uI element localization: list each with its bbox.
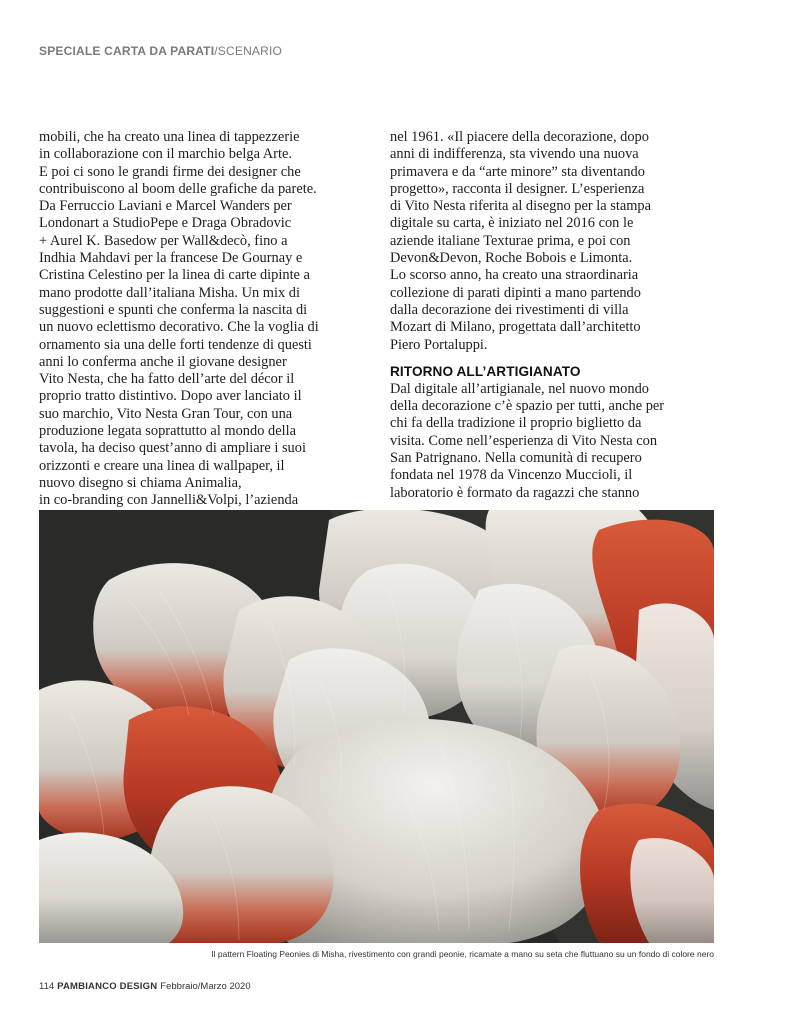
body-line: Lo scorso anno, ha creato una straordinaria bbox=[390, 267, 639, 284]
body-line: E poi ci sono le grandi firme dei designer che bbox=[39, 163, 301, 180]
peony-photo bbox=[39, 510, 714, 943]
header-subsection: SCENARIO bbox=[217, 44, 283, 58]
peony-illustration bbox=[39, 510, 714, 943]
photo-caption: Il pattern Floating Peonies di Misha, rivestimento con grandi peonie, ricamate a mano su seta che fluttuano su un fondo di colore nero bbox=[211, 949, 714, 959]
body-line: laboratorio è formato da ragazzi che stanno bbox=[390, 484, 640, 501]
header-separator: / bbox=[214, 44, 218, 58]
body-line: nuovo disegno si chiama Animalia, bbox=[39, 474, 242, 491]
section-subheading: RITORNO ALL’ARTIGIANATO bbox=[390, 363, 581, 379]
body-line: Da Ferruccio Laviani e Marcel Wanders per bbox=[39, 198, 292, 215]
body-line: orizzonti e creare una linea di wallpaper, il bbox=[39, 457, 285, 474]
body-line: + Aurel K. Basedow per Wall&decò, fino a bbox=[39, 232, 288, 249]
page-number: 114 bbox=[39, 981, 55, 992]
body-line: dalla decorazione dei rivestimenti di villa bbox=[390, 301, 629, 318]
body-line: Londonart a StudioPepe e Draga Obradovic bbox=[39, 215, 292, 232]
body-line: aziende italiane Texturae prima, e poi con bbox=[390, 232, 631, 249]
body-line: collezione di parati dipinti a mano partendo bbox=[390, 284, 641, 301]
body-line: proprio tratto distintivo. Dopo aver lanciato il bbox=[39, 388, 302, 405]
magazine-name: PAMBIANCO DESIGN bbox=[57, 981, 158, 992]
body-line: Mozart di Milano, progettata dall’architetto bbox=[390, 319, 641, 336]
body-line: mobili, che ha creato una linea di tappezzerie bbox=[39, 129, 300, 145]
body-line: visita. Come nell’esperienza di Vito Nesta con bbox=[390, 432, 658, 449]
body-line: anni lo conferma anche il giovane designer bbox=[39, 353, 287, 370]
issue-date: Febbraio/Marzo 2020 bbox=[160, 981, 251, 992]
body-line: Indhia Mahdavi per la francese De Gournay e bbox=[39, 250, 303, 267]
body-line: di Vito Nesta riferita al disegno per la stampa bbox=[390, 198, 652, 215]
body-line: primavera e da “arte minore” sta diventando bbox=[390, 163, 645, 180]
header-section: SPECIALE CARTA DA PARATI bbox=[39, 44, 215, 58]
body-line: anni di indifferenza, sta vivendo una nuova bbox=[390, 146, 639, 163]
running-header bbox=[39, 44, 282, 58]
body-line: Devon&Devon, Roche Bobois e Limonta. bbox=[390, 250, 633, 267]
body-line: Vito Nesta, che ha fatto dell’arte del décor il bbox=[39, 371, 295, 388]
body-line: produzione legata soprattutto al mondo della bbox=[39, 423, 296, 440]
body-line: Piero Portaluppi. bbox=[390, 336, 488, 353]
body-line: Dal digitale all’artigianale, nel nuovo mondo bbox=[390, 380, 649, 397]
body-line: della decorazione c’è spazio per tutti, anche per bbox=[390, 398, 665, 415]
page-footer bbox=[39, 981, 251, 992]
body-line: suggestioni e spunti che conferma la nascita di bbox=[39, 301, 308, 318]
body-line: San Patrignano. Nella comunità di recupero bbox=[390, 450, 642, 467]
body-line: Cristina Celestino per la linea di carte dipinte a bbox=[39, 267, 310, 284]
article-column-right bbox=[390, 129, 720, 502]
body-line: digitale su carta, è iniziato nel 2016 con le bbox=[390, 215, 634, 232]
body-line: in collaborazione con il marchio belga Arte. bbox=[39, 146, 292, 163]
body-line: fondata nel 1978 da Vincenzo Muccioli, il bbox=[390, 467, 633, 484]
body-line: ornamento sia una delle forti tendenze di questi bbox=[39, 336, 312, 353]
body-line: contribuiscono al boom delle grafiche da parete. bbox=[39, 180, 317, 197]
body-line: progetto», racconta il designer. L’esperienza bbox=[390, 180, 645, 197]
body-line: chi fa della tradizione il proprio biglietto da bbox=[390, 415, 642, 432]
body-line: mano prodotte dall’italiana Misha. Un mix di bbox=[39, 284, 300, 301]
body-line: nel 1961. «Il piacere della decorazione, dopo bbox=[390, 129, 649, 145]
body-line: in co-branding con Jannelli&Volpi, l’azienda bbox=[39, 492, 299, 509]
body-line: un nuovo eclettismo decorativo. Che la voglia di bbox=[39, 319, 319, 336]
article-column-left bbox=[39, 129, 369, 510]
body-line: suo marchio, Vito Nesta Gran Tour, con una bbox=[39, 405, 293, 422]
body-line: tavola, ha deciso quest’anno di ampliare i suoi bbox=[39, 440, 306, 457]
